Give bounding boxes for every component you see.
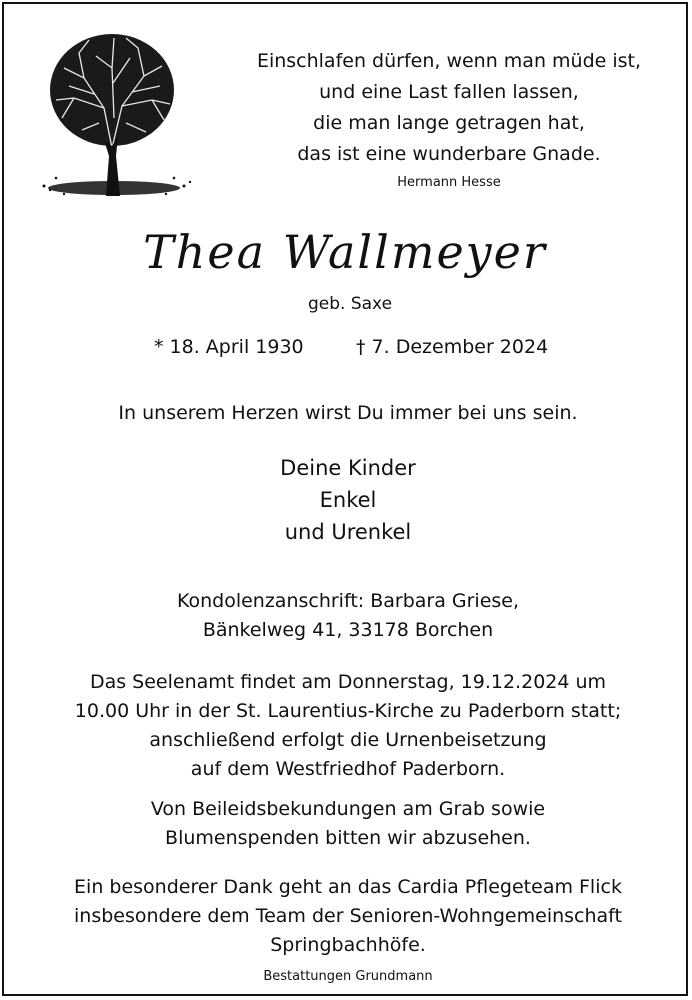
- poem-line: und eine Last fallen lassen,: [319, 81, 579, 103]
- deceased-name: Thea Wallmeyer: [143, 225, 547, 279]
- condolence-request: [4, 795, 692, 853]
- undertaker: Bestattungen Grundmann: [263, 969, 433, 984]
- motto: In unserem Herzen wirst Du immer bei uns sein.: [118, 402, 578, 424]
- obituary-card: [2, 2, 688, 996]
- family-list: [4, 452, 692, 548]
- address-line: Bänkelweg 41, 33178 Borchen: [202, 619, 494, 641]
- thanks-line: Springbachhöfe.: [270, 934, 426, 956]
- birth-date: * 18. April 1930: [154, 336, 304, 358]
- tree-icon: [34, 28, 194, 198]
- thanks-line: Ein besonderer Dank geht an das Cardia Pflegeteam Flick: [74, 876, 622, 898]
- thanks-line: insbesondere dem Team der Senioren-Wohngemeinschaft: [74, 905, 622, 927]
- family-line: Enkel: [319, 488, 377, 512]
- service-info: [4, 668, 692, 784]
- service-line: auf dem Westfriedhof Paderborn.: [190, 758, 506, 780]
- poem: [224, 46, 674, 192]
- condolence-address: [4, 587, 692, 645]
- poem-line: das ist eine wunderbare Gnade.: [297, 143, 601, 165]
- birth-name: geb. Saxe: [307, 294, 393, 314]
- thanks-note: [4, 873, 692, 960]
- service-line: anschließend erfolgt die Urnenbeisetzung: [149, 729, 547, 751]
- service-line: Das Seelenamt findet am Donnerstag, 19.12.2024 um: [89, 671, 607, 693]
- poem-author: Hermann Hesse: [397, 175, 501, 190]
- family-line: Deine Kinder: [280, 456, 416, 480]
- family-line: und Urenkel: [284, 520, 412, 544]
- service-line: 10.00 Uhr in der St. Laurentius-Kirche zu Paderborn statt;: [74, 700, 622, 722]
- poem-line: die man lange getragen hat,: [313, 112, 585, 134]
- address-line: Kondolenzanschrift: Barbara Griese,: [176, 590, 520, 612]
- request-line: Blumenspenden bitten wir abzusehen.: [165, 827, 531, 849]
- request-line: Von Beileidsbekundungen am Grab sowie: [150, 798, 546, 820]
- poem-line: Einschlafen dürfen, wenn man müde ist,: [256, 50, 642, 72]
- death-date: † 7. Dezember 2024: [356, 336, 549, 358]
